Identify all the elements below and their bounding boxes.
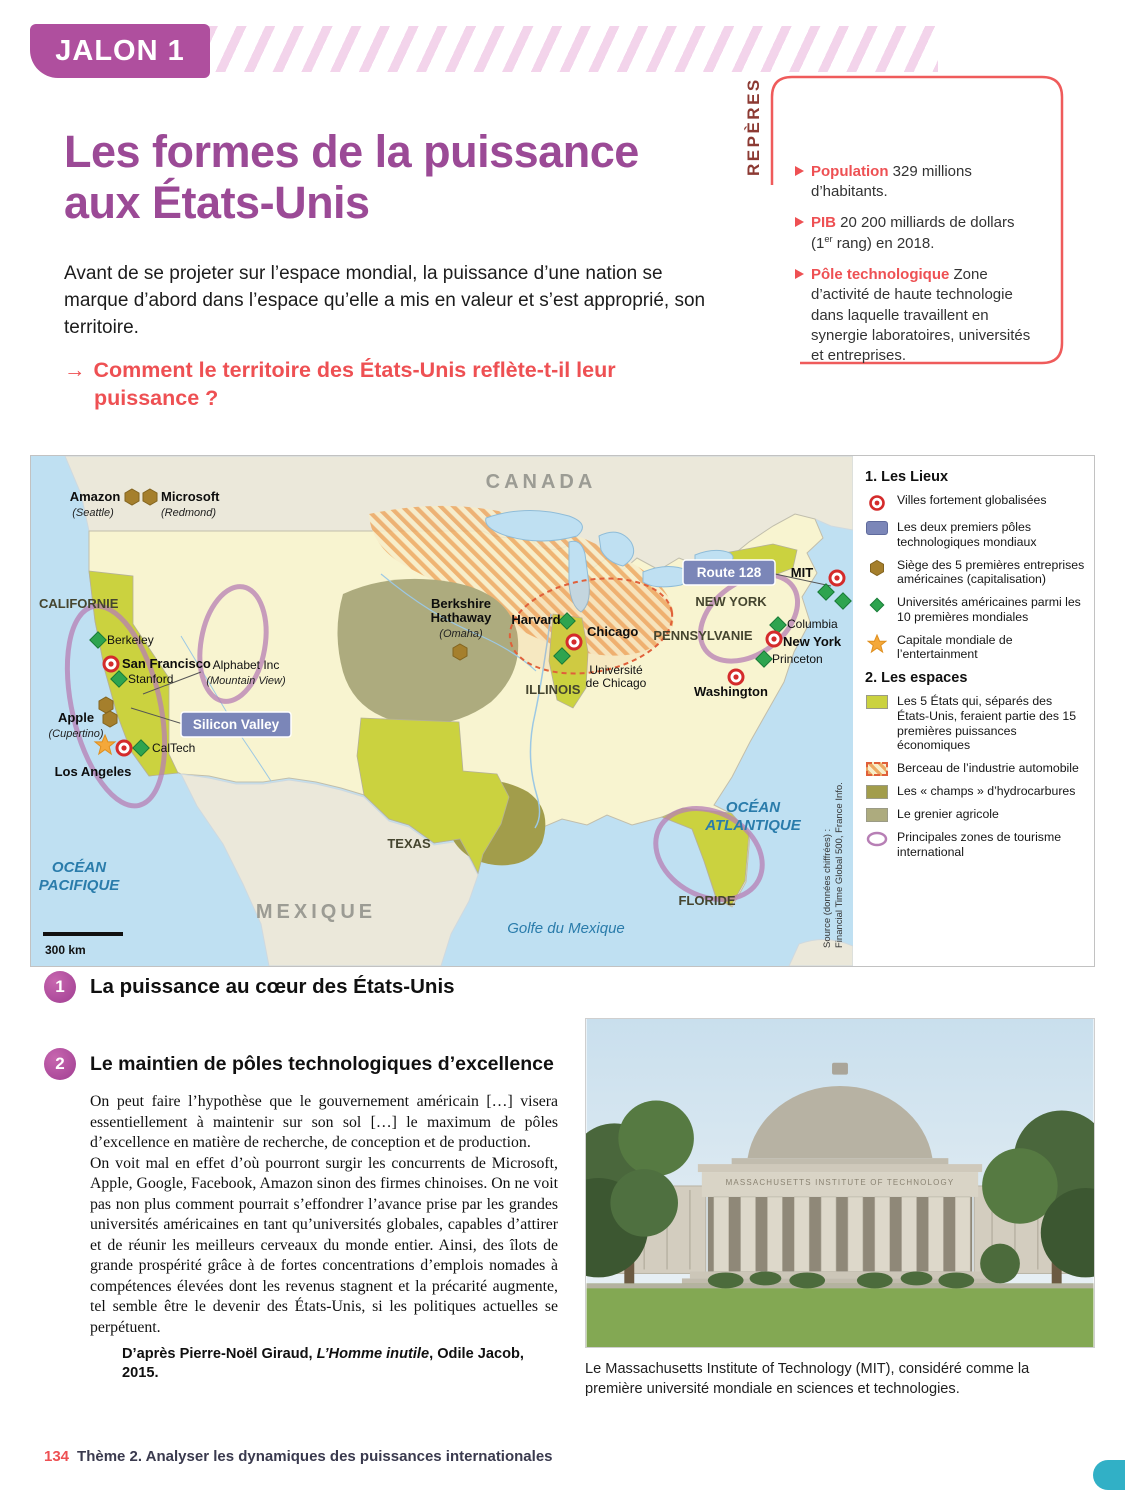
legend-heading-espaces: 2. Les espaces [865,670,968,686]
label-golfe: Golfe du Mexique [507,920,625,937]
mit-photo-figure [585,1018,1095,1399]
page-title-line2: aux États-Unis [64,177,370,229]
label-new-york-city: New York [783,634,842,649]
label-chicago: Chicago [587,624,639,639]
paragraph: On peut faire l’hypothèse que le gouvernement américain […] visera essentiellement à maintenir sur son sol […] le maximum de pôles d’excellence en matière de recherche, de conception et de production. [90,1093,558,1152]
arrow-icon: → [64,358,86,382]
label-berkeley: Berkeley [107,633,154,647]
map-source-2: Financial Time Global 500, France Info. [834,782,845,948]
legend-item-villes [865,493,1086,512]
usa-map [31,456,853,966]
legend-item-sieges [865,558,1086,588]
source-book-title: L’Homme inutile [316,1346,430,1363]
ordinal-superscript: er [824,234,833,245]
page-title-line1: Les formes de la puissance [64,126,639,177]
scale-label: 300 km [45,943,86,957]
legend-item-universites [865,595,1086,625]
document-2-title: Le maintien de pôles technologiques d’excellence [90,1052,554,1075]
auto-industry-swatch-icon [865,761,889,776]
cornice [698,1164,982,1172]
reperes-heading: REPÈRES [744,77,763,176]
document-1-title: La puissance au cœur des États-Unis [90,975,455,998]
legend-label: Villes fortement globalisées [897,493,1047,507]
reperes-item-pib [795,213,1035,254]
reperes-text: 20 200 milliards de dollars (1 [811,214,1015,253]
legend-heading-lieux: 1. Les Lieux [865,469,949,485]
label-californie: CALIFORNIE [39,596,119,611]
legend-item-5-etats [865,694,1086,753]
label-columbia: Columbia [787,617,838,631]
label-texas: TEXAS [387,836,431,851]
legend-label: Siège des 5 premières entreprises américaines (capitalisation) [897,557,1085,587]
label-amazon-city: (Seattle) [72,507,114,519]
tech-pole-swatch-icon [865,520,889,535]
document-2-source [90,1345,558,1383]
reperes-term: Pôle technologique [811,266,950,284]
reperes-item-pole-technologique [795,265,1035,365]
document-2-text [90,1092,558,1383]
walkway [587,1283,1094,1288]
label-canada: CANADA [485,471,597,493]
label-alphabet-city: (Mountain View) [206,675,286,687]
label-mexique: MEXIQUE [255,901,377,923]
legend-label: Berceau de l’industrie automobile [897,761,1079,775]
hexagon-hq-icon [865,558,889,577]
legend-label: Les « champs » d’hydrocarbures [897,784,1076,798]
legend-label: Capitale mondiale de l’entertainment [897,632,1013,662]
intro-paragraph: Avant de se projeter sur l’espace mondial, la puissance d’une nation se marque d’abord dans l’espace qu’elle a mis en valeur et s’est approprié, son territoire. [64,263,706,339]
legend-item-automobile [865,761,1086,776]
label-microsoft: Microsoft [161,489,220,504]
reperes-term: PIB [811,214,837,232]
triangle-bullet-icon [795,269,804,279]
scale-bar [43,932,123,936]
document-2 [44,1048,560,1383]
map-source-1: Source (données chiffrées) : [822,828,833,948]
page-number: 134 [44,1448,70,1465]
label-uchicago-2: de Chicago [585,676,647,690]
guiding-question-text: Comment le territoire des États-Unis reflète-t-il leur puissance ? [93,358,616,411]
label-harvard: Harvard [511,612,561,627]
triangle-bullet-icon [795,217,804,227]
label-ocean-pacifique-2: PACIFIQUE [38,877,120,894]
label-new-york-state: NEW YORK [695,594,767,609]
source-publisher: , Odile Jacob, 2015. [122,1346,524,1382]
silicon-valley-label: Silicon Valley [192,717,280,732]
mit-photo [585,1018,1095,1348]
legend-item-poles-tech [865,520,1086,550]
label-berkshire-2: Hathaway [430,610,492,625]
label-ocean-atlantique-2: ATLANTIQUE [705,817,801,834]
label-microsoft-city: (Redmond) [161,507,217,519]
label-illinois: ILLINOIS [525,682,581,697]
reperes-text: Zone d’activité de haute technologie dans laquelle travaillent en synergie laboratoires, universités et entreprises. [811,266,1031,364]
legend-label: Les 5 États qui, séparés des États-Unis, feraient partie des 15 premières puissances économiques [897,694,1077,753]
tourism-ellipse-icon [865,830,889,847]
reperes-list [795,162,1035,377]
guiding-question [64,356,684,413]
label-ocean-atlantique: OCÉAN [725,799,781,816]
label-amazon: Amazon [69,489,121,504]
triangle-bullet-icon [795,166,804,176]
footer-theme-text: Thème 2. Analyser les dynamiques des puissances internationales [77,1448,553,1465]
diamond-university-icon [865,595,889,614]
frieze-inscription: MASSACHUSETTS INSTITUTE OF TECHNOLOGY [725,1177,955,1187]
document-number-badge: 1 [44,971,76,1003]
legend-item-entertainment [865,633,1086,663]
lawn [587,1283,1094,1347]
map-legend [853,456,1094,966]
page-title [64,126,639,229]
source-author: D’après Pierre-Noël Giraud, [122,1346,317,1363]
label-princeton: Princeton [772,652,823,666]
label-alphabet: Alphabet Inc [212,658,280,672]
agriculture-swatch-icon [865,807,889,822]
hydrocarbon-swatch-icon [865,784,889,799]
route-128-label: Route 128 [696,565,762,580]
label-caltech: CalTech [152,741,196,755]
legend-item-hydrocarbures [865,784,1086,799]
label-berkshire-1: Berkshire [431,596,491,611]
document-number-badge: 2 [44,1048,76,1080]
label-apple: Apple [57,710,95,725]
label-floride: FLORIDE [678,893,736,908]
paragraph: On voit mal en effet d’où pourront surgir les concurrents de Microsoft, Apple, Google, Facebook, Amazon sinon des firmes chinoises. On ne voit pas non plus comment pourrait s’effondrer l’avance prise par les grandes universités américaines en tant qu’universités globales, capables d’attirer et de réunir les meilleurs cerveaux du monde entier. Ainsi, des îlots de grande prospérité grâce à de fortes concentrations d’emplois nomades à compétences élevées dont les revenus stagnent et la précarité augmente, tel semble être le devenir des États-Unis, si les politiques actuelles se perpétuent. [90,1154,558,1336]
dome-cap [832,1063,848,1075]
legend-item-grenier [865,807,1086,822]
label-berkshire-city: (Omaha) [439,628,483,640]
legend-label: Universités américaines parmi les 10 premières mondiales [897,595,1081,624]
star-icon [865,633,889,654]
label-stanford: Stanford [128,672,174,686]
reperes-text: rang) en 2018. [832,235,935,253]
label-uchicago-1: Université [589,663,643,677]
reperes-term: Population [811,163,889,180]
label-san-francisco: San Francisco [122,656,211,671]
page-corner-tab [1093,1460,1125,1490]
label-ocean-pacifique: OCÉAN [51,859,107,876]
city-marker-icon [865,493,889,512]
legend-item-tourisme [865,830,1086,860]
reperes-item-population [795,162,1035,202]
legend-label: Les deux premiers pôles technologiques mondiaux [897,520,1037,549]
mit-photo-caption: Le Massachusetts Institute of Technology (MIT), considéré comme la première université mondiale en sciences et technologies. [585,1361,1030,1398]
label-los-angeles: Los Angeles [54,764,132,779]
map-figure [30,455,1095,967]
chapter-badge: JALON 1 [30,24,210,78]
legend-label: Principales zones de tourisme international [897,830,1062,859]
document-1-caption [44,971,455,1003]
label-apple-city: (Cupertino) [48,728,104,740]
map-area [31,456,853,966]
label-mit: MIT [790,565,814,580]
label-pennsylvanie: PENNSYLVANIE [653,628,753,643]
legend-label: Le grenier agricole [897,807,999,821]
state-swatch-icon [865,694,889,709]
page-footer [44,1448,553,1465]
label-washington: Washington [694,684,768,699]
document-2-header [44,1048,560,1080]
reperes-text: 329 millions d’habitants. [811,163,972,201]
